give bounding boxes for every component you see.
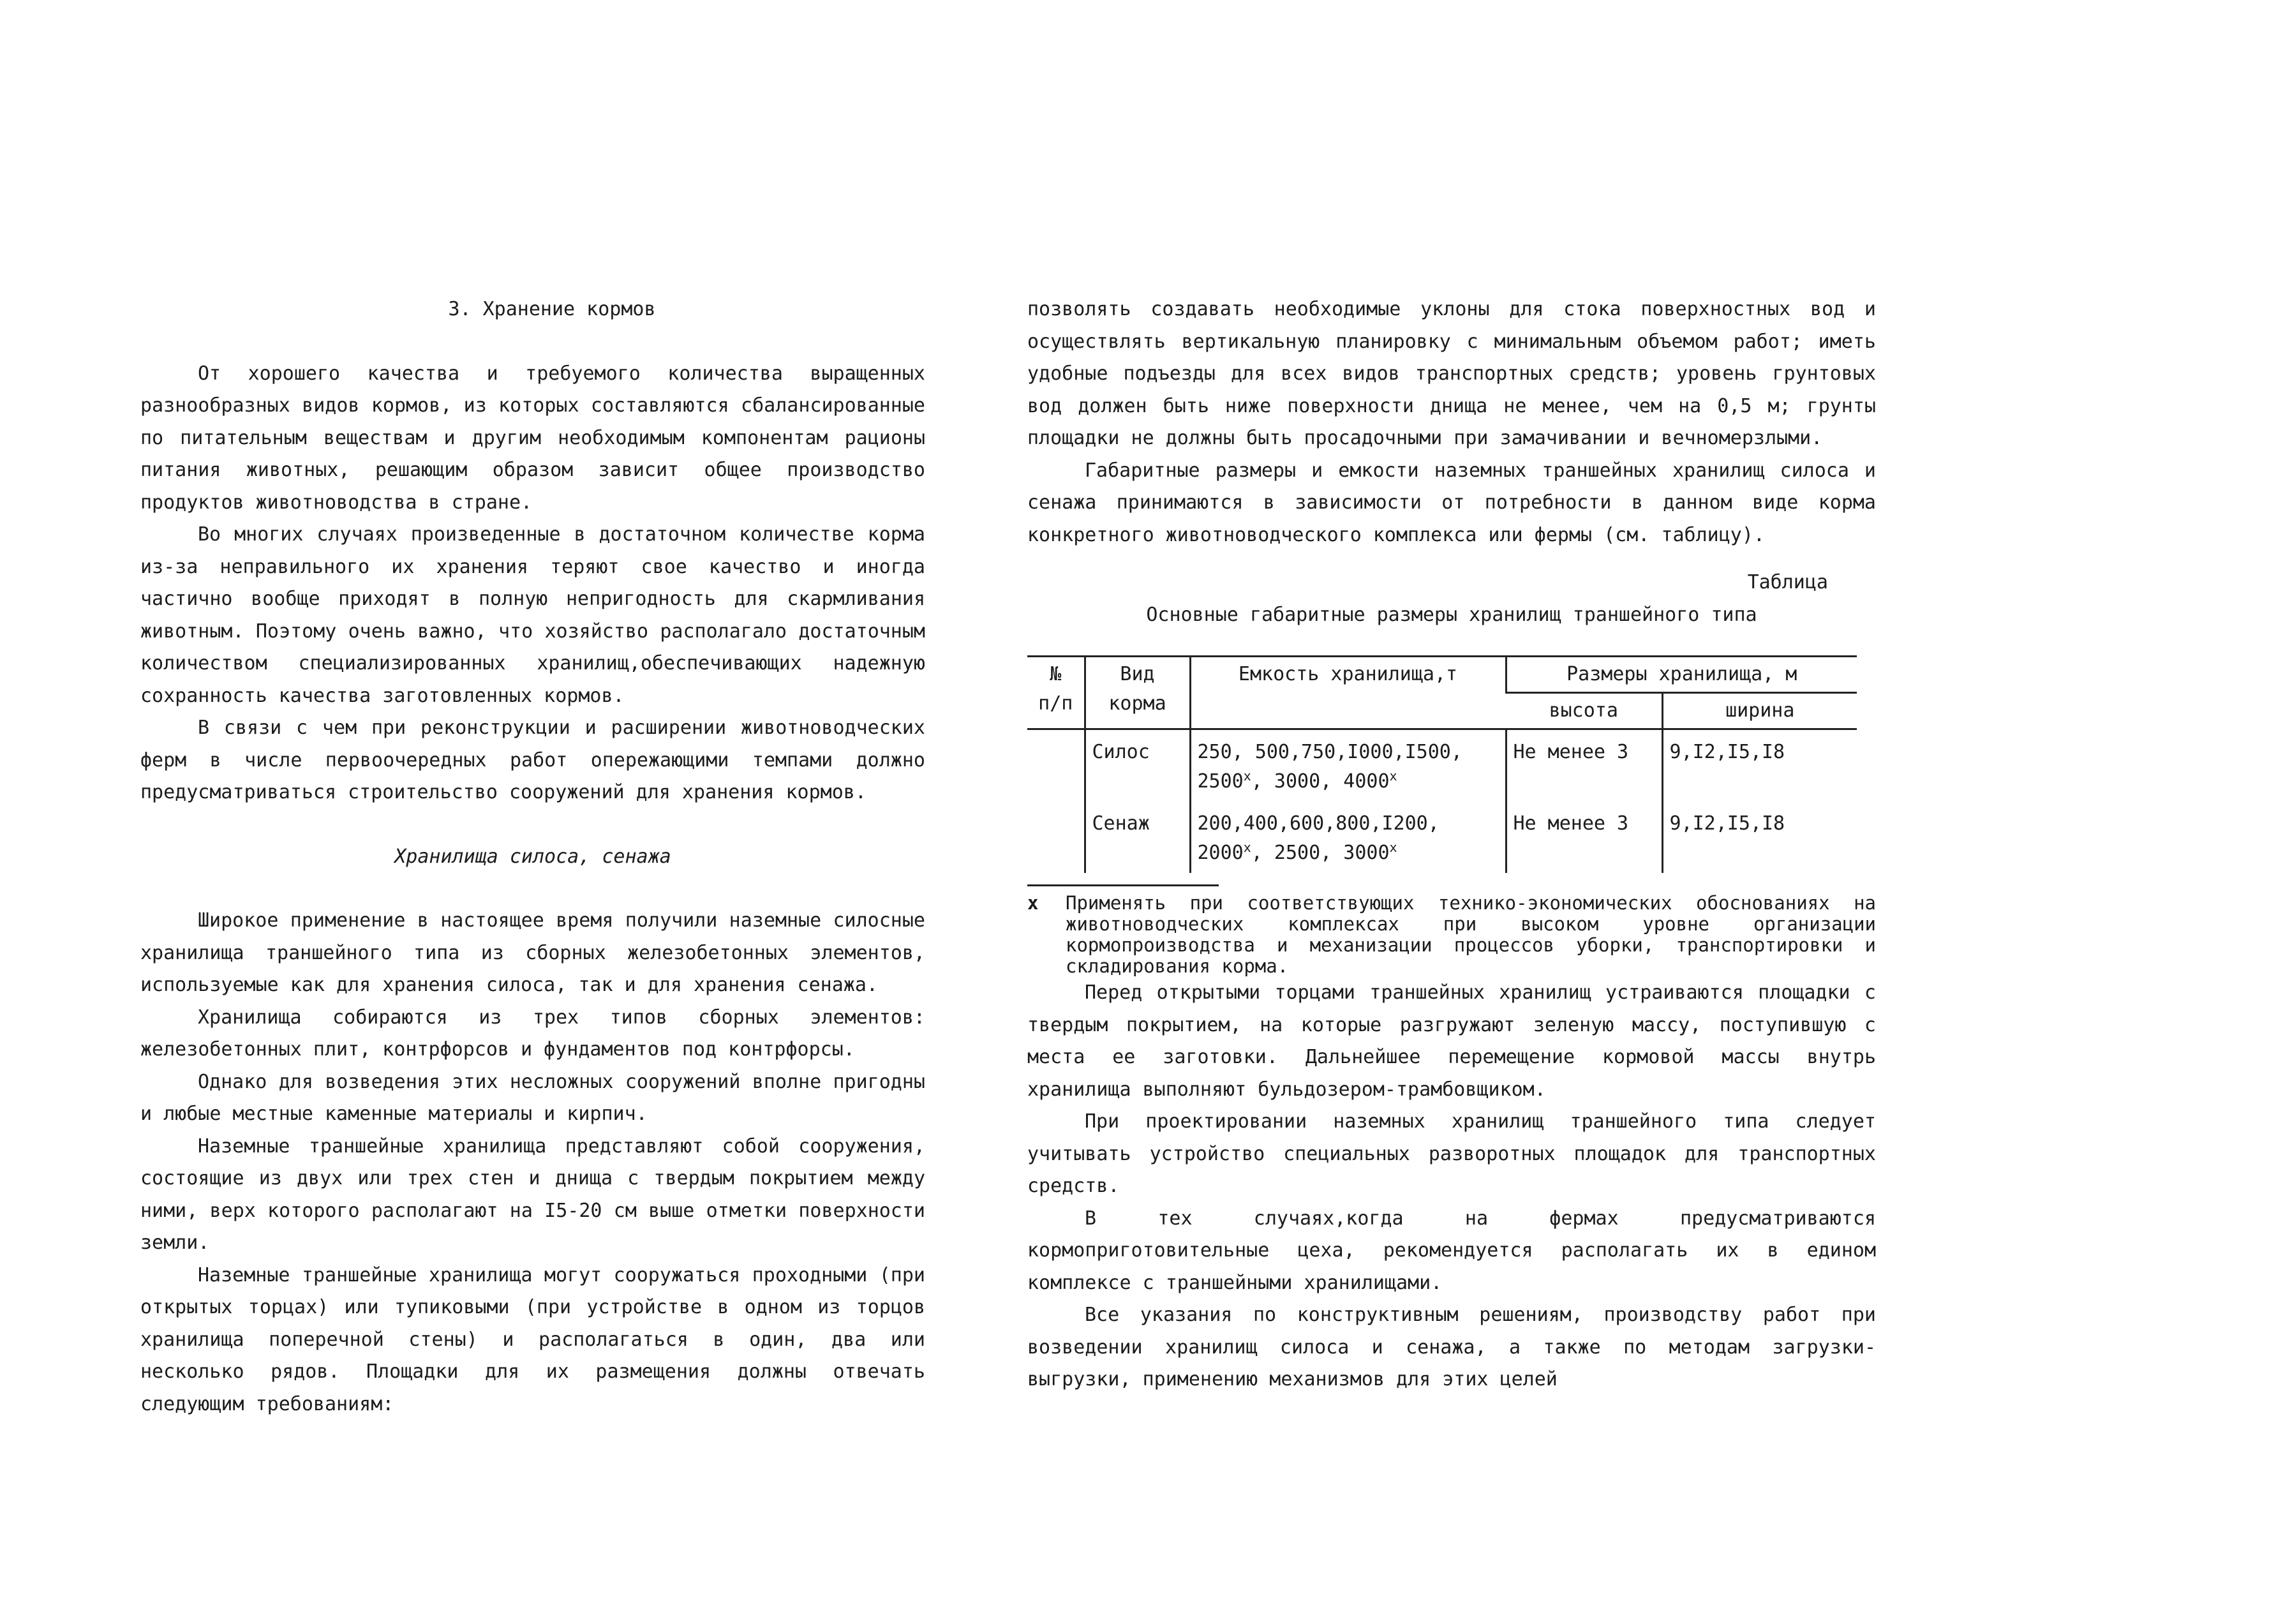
paragraph: Широкое применение в настоящее время получили наземные силосные хранилища траншейного типа из сборных железобетонных элементов, используемые как для хранения силоса, так и для хранения сенажа. — [140, 909, 925, 996]
cell-capacity: 250, 500,750,I000,I500, 2500$^x$, 3000, 4000$^x$ — [1190, 729, 1506, 802]
footnote-text: Применять при соответствующих технико-экономических обоснованиях на животноводческих комплексах при высоком уровне организации кормопроизводства и механизации процессов уборки, транспортировки и складирования корма. — [1066, 892, 1876, 977]
cell-number — [1027, 801, 1085, 873]
right-column — [1027, 294, 1876, 1396]
paragraph: В связи с чем при реконструкции и расширении животноводческих ферм в числе первоочередных работ опережающими темпами должно предусматриваться строительство сооружений для хранения кормов. — [140, 717, 925, 803]
paragraph: При проектировании наземных хранилищ траншейного типа следует учитывать устройство специальных разворотных площадок для транспортных средств. — [1027, 1110, 1876, 1197]
section-heading: 3. Хранение кормов — [448, 298, 656, 320]
header-capacity: Емкость хранилища,т — [1190, 657, 1506, 729]
paragraph: В тех случаях,когда на фермах предусматриваются кормоприготовительные цеха, рекомендуется располагать их в едином комплексе с траншейными хранилищами. — [1027, 1207, 1876, 1294]
footnote — [1027, 893, 1876, 977]
paragraph: От хорошего качества и требуемого количества выращенных разнообразных видов кормов, из которых составляются сбалансированные по питательным веществам и другим необходимым компонентам рационы питания животных, решающим образом зависит общее производство продуктов животноводства в стране. — [140, 362, 925, 514]
footnote-mark: x — [1027, 892, 1039, 914]
paragraph: Во многих случаях произведенные в достаточном количестве корма из-за неправильного их хранения теряют свое качество и иногда частично вообще приходят в полную непригодность для скармливания животным. Поэтому очень важно, что хозяйство располагало достаточным количеством специализированных хранилищ,обеспечивающих надежную сохранность качества заготовленных кормов. — [140, 523, 925, 707]
paragraph: позволять создавать необходимые уклоны для стока поверхностных вод и осуществлять вертикальную планировку с минимальным объемом работ; иметь удобные подъезды для всех видов транспортных средств; уровень грунтовых вод должен быть ниже поверхности днища не менее, чем на 0,5 м; грунты площадки не должны быть просадочными при замачивании и вечномерзлыми. — [1027, 298, 1876, 449]
cell-width: 9,I2,I5,I8 — [1662, 729, 1857, 802]
header-height: высота — [1506, 693, 1662, 729]
cell-feed-type: Сенаж — [1085, 801, 1190, 873]
table-title: Основные габаритные размеры хранилищ траншейного типа — [1146, 603, 1757, 626]
cell-height: Не менее 3 — [1506, 801, 1662, 873]
paragraph: Перед открытыми торцами траншейных хранилищ устраиваются площадки с твердым покрытием, на которые разгружают зеленую массу, поступившую с места ее заготовки. Дальнейшее перемещение кормовой массы внутрь хранилища выполняют бульдозером-трамбовщиком. — [1027, 981, 1876, 1101]
header-number: № п/п — [1027, 657, 1085, 729]
paragraph: Наземные траншейные хранилища могут сооружаться проходными (при открытых торцах) или тупиковыми (при устройстве в одном из торцов хранилища поперечной стены) и располагаться в один, два или несколько рядов. Площадки для их размещения должны отвечать следующим требованиям: — [140, 1263, 925, 1415]
paragraph: Хранилища собираются из трех типов сборных элементов: железобетонных плит, контрфорсов и фундаментов под контрфорсы. — [140, 1006, 925, 1061]
header-width: ширина — [1662, 693, 1857, 729]
cell-width: 9,I2,I5,I8 — [1662, 801, 1857, 873]
cell-number — [1027, 729, 1085, 802]
paragraph: Наземные траншейные хранилища представляют собой сооружения, состоящие из двух или трех стен и днища с твердым покрытием между ними, верх которого располагают на I5-20 см выше отметки поверхности земли. — [140, 1135, 925, 1254]
storage-dimensions-table — [1027, 655, 1857, 873]
footnote-divider — [1027, 884, 1219, 886]
cell-capacity: 200,400,600,800,I200, 2000$^x$, 2500, 3000$^x$ — [1190, 801, 1506, 873]
table-label: Таблица — [1747, 571, 1828, 593]
table-row — [1027, 729, 1857, 802]
paragraph: Однако для возведения этих несложных сооружений вполне пригодны и любые местные каменные материалы и кирпич. — [140, 1070, 925, 1125]
paragraph: Габаритные размеры и емкости наземных траншейных хранилищ силоса и сенажа принимаются в зависимости от потребности в данном виде корма конкретного животноводческого комплекса или фермы (см. таблицу). — [1027, 459, 1876, 546]
subsection-heading: Хранилища силоса, сенажа — [394, 845, 671, 868]
table-row — [1027, 801, 1857, 873]
cell-height: Не менее 3 — [1506, 729, 1662, 802]
paragraph: Все указания по конструктивным решениям, производству работ при возведении хранилищ силоса и сенажа, а также по методам загрузки-выгрузки, применению механизмов для этих целей — [1027, 1304, 1876, 1390]
left-column — [140, 294, 925, 1420]
header-feed-type: Вид корма — [1085, 657, 1190, 729]
header-dimensions: Размеры хранилища, м — [1506, 657, 1857, 693]
cell-feed-type: Силос — [1085, 729, 1190, 802]
